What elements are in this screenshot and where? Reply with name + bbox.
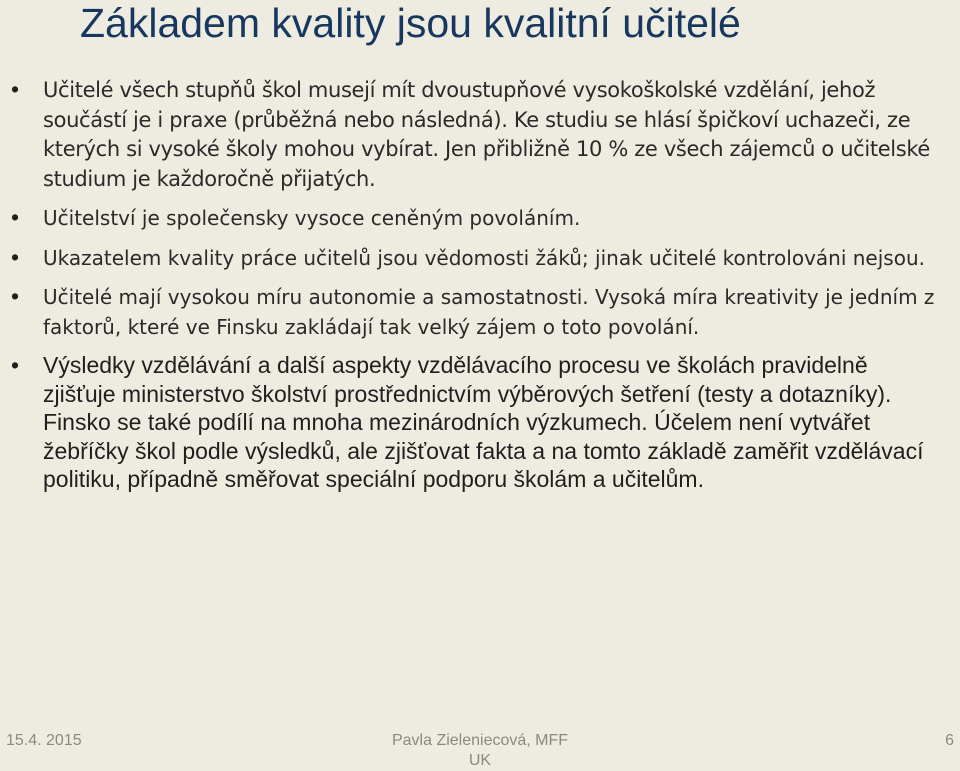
bullet-item: [0, 282, 960, 341]
bullet-text: Ukazatelem kvality práce učitelů jsou vědomosti žáků; jinak učitelé kontrolováni nejsou.: [43, 245, 925, 270]
bullet-icon: •: [10, 352, 20, 378]
bullet-item: [0, 203, 960, 233]
bullet-item: [0, 351, 960, 494]
bullet-item: [0, 243, 960, 273]
footer-author: Pavla Zieleniecová, MFF UK: [391, 732, 569, 769]
slide-title: Základem kvality jsou kvalitní učitelé: [80, 0, 741, 46]
bullet-icon: •: [10, 204, 20, 230]
bullet-icon: •: [10, 76, 20, 102]
bullet-text: Učitelé mají vysokou míru autonomie a samostatnosti. Vysoká míra kreativity je jedním z faktorů, které ve Finsku zakládají tak velký zájem o toto povolání.: [43, 285, 935, 339]
footer-date: 15.4. 2015: [6, 732, 82, 749]
bullet-text: Učitelství je společensky vysoce ceněným povoláním.: [43, 206, 581, 230]
bullet-text: Výsledky vzdělávání a další aspekty vzdělávacího procesu ve školách pravidelně zjišťuje ministerstvo školství prostřednictvím výběrových šetření (testy a dotazníky). Finsko se také podílí na mnoha mezinárodních výzkumech. Účelem není vytvářet žebříčky škol podle výsledků, ale zjišťovat fakta a na tomto základě zaměřit vzdělávací politiku, případně směřovat speciální podporu školám a učitelům.: [43, 352, 924, 492]
bullet-item: [0, 75, 960, 193]
bullet-icon: •: [10, 283, 20, 309]
page-number: 6: [945, 732, 954, 749]
bullet-icon: •: [10, 243, 20, 270]
bullet-text: Učitelé všech stupňů škol musejí mít dvoustupňové vysokoškolské vzdělání, jehož součástí je i praxe (průběžná nebo následná). Ke studiu se hlásí špičkoví uchazeči, ze kterých si vysoké školy mohou vybírat. Jen přibližně 10 % ze všech zájemců o učitelské studium je každoročně přijatých.: [43, 78, 930, 191]
bullet-list: [0, 75, 960, 494]
